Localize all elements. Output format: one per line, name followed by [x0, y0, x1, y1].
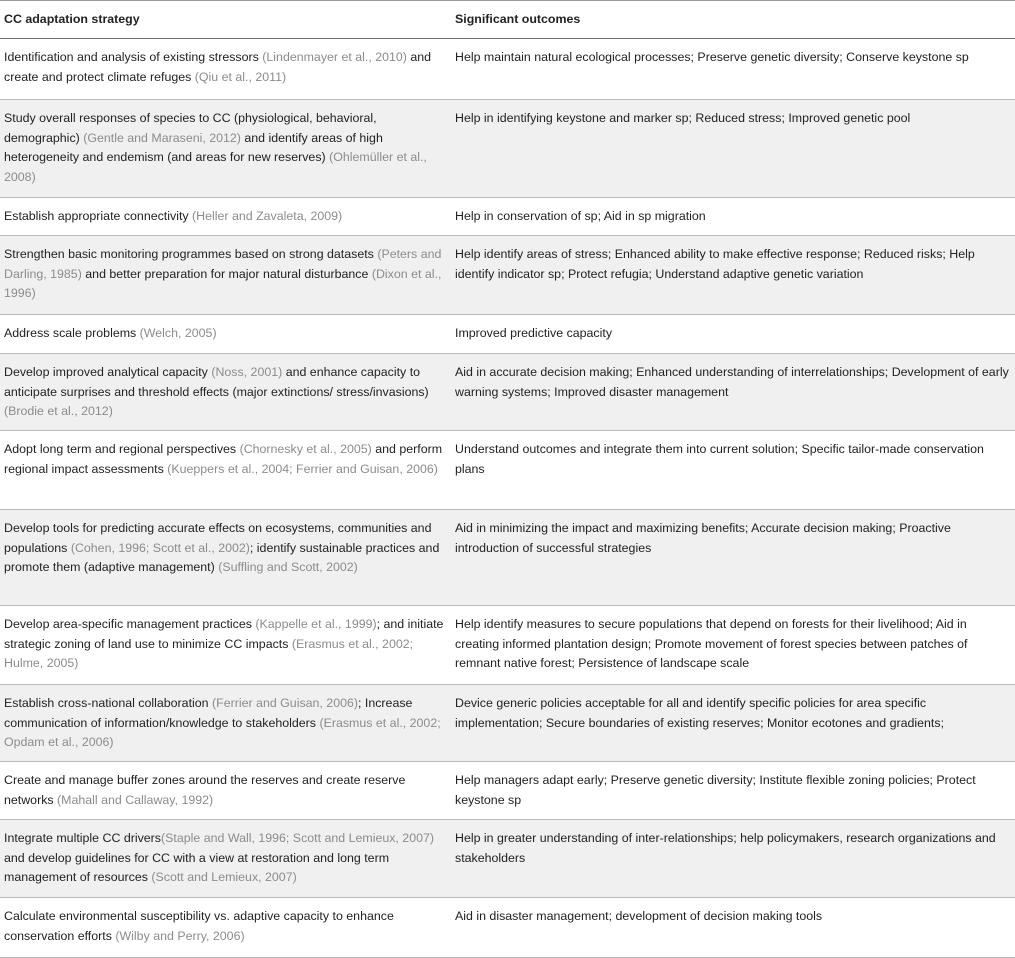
header-outcomes: Significant outcomes: [455, 11, 581, 26]
strategy-text: and better preparation for major natural disturbance: [81, 266, 372, 281]
outcome-cell: Help identify measures to secure populations that depend on forests for their livelihood; Aid in creating informed plantation design; Promote movement of forest species between patches of remnant native forest; Persistence of landscape scale: [455, 617, 968, 671]
citation: (Erasmus et al., 2002; Opdam et al., 2006): [4, 715, 441, 750]
citation: (Heller and Zavaleta, 2009): [192, 209, 343, 223]
citation: (Gentle and Maraseni, 2012): [83, 130, 241, 145]
strategy-text: and perform regional impact assessments: [4, 442, 443, 476]
strategy-text: Identification and analysis of existing stressors: [4, 50, 263, 64]
strategy-text: Establish cross-national collaboration: [4, 696, 212, 710]
citation: (Kappelle et al., 1999): [255, 617, 377, 631]
citation: (Lindenmayer et al., 2010): [262, 50, 407, 64]
table-row: [0, 198, 1015, 236]
citation: (Brodie et al., 2012): [4, 404, 113, 419]
strategy-cell: [0, 431, 455, 509]
strategy-text: Adopt long term and regional perspectives: [4, 442, 240, 456]
table-row: [0, 820, 1015, 898]
citation: (Erasmus et al., 2002; Hulme, 2005): [4, 636, 414, 671]
citation: (Ferrier and Guisan, 2006): [212, 696, 359, 710]
strategy-text: ; Increase communication of information/knowledge to stakeholders: [4, 696, 413, 730]
citation: (Peters and Darling, 1985): [4, 247, 442, 281]
citation: (Mahall and Callaway, 1992): [57, 792, 214, 807]
table-body: [0, 39, 1015, 958]
strategy-text: Create and manage buffer zones around the reserves and create reserve networks: [4, 773, 406, 807]
strategy-cell: [0, 685, 455, 761]
strategy-cell: [0, 39, 455, 99]
citation: (Scott and Lemieux, 2007): [151, 870, 297, 885]
strategy-text: Study overall responses of species to CC (physiological, behavioral, demographic): [4, 111, 377, 145]
strategy-text: Address scale problems: [4, 326, 140, 340]
table-row: [0, 898, 1015, 958]
outcome-cell: Aid in disaster management; development of decision making tools: [455, 909, 823, 923]
citation: (Staple and Wall, 1996; Scott and Lemieux, 2007): [161, 831, 435, 845]
citation: (Cohen, 1996; Scott et al., 2002): [70, 540, 250, 555]
table-row: [0, 685, 1015, 762]
outcome-cell: Improved predictive capacity: [455, 326, 613, 340]
strategy-text: and create and protect climate refuges: [4, 50, 432, 84]
outcome-cell: Help managers adapt early; Preserve genetic diversity; Institute flexible zoning policies; Protect keystone sp: [455, 773, 976, 807]
outcome-cell: Help in conservation of sp; Aid in sp migration: [455, 209, 706, 223]
strategy-text: Establish appropriate connectivity: [4, 209, 193, 223]
strategy-cell: [0, 898, 455, 957]
outcome-cell: Aid in minimizing the impact and maximizing benefits; Accurate decision making; Proactive introduction of successful strategies: [455, 521, 951, 555]
strategy-text: ; and initiate strategic zoning of land use to minimize CC impacts: [4, 617, 444, 651]
outcome-cell: Device generic policies acceptable for all and identify specific policies for area specific implementation; Secure boundaries of existing reserves; Monitor ecotones and gradients;: [455, 696, 945, 730]
citation: (Suffling and Scott, 2002): [218, 560, 358, 575]
citation: (Noss, 2001): [211, 365, 283, 379]
strategy-text: Develop tools for predicting accurate effects on ecosystems, communities and populations: [4, 521, 432, 555]
table-row: [0, 315, 1015, 354]
outcome-cell: Help identify areas of stress; Enhanced ability to make effective response; Reduced risks; Help identify indicator sp; Protect refugia; Understand adaptive genetic variation: [455, 247, 975, 281]
table-row: [0, 606, 1015, 685]
table-row: [0, 510, 1015, 606]
strategy-text: Strengthen basic monitoring programmes based on strong datasets: [4, 247, 378, 261]
strategy-cell: [0, 606, 455, 684]
citation: (Kueppers et al., 2004; Ferrier and Guisan, 2006): [167, 461, 438, 476]
outcome-cell: Help in greater understanding of inter-relationships; help policymakers, research organizations and stakeholders: [455, 831, 996, 865]
table-row: [0, 39, 1015, 100]
strategy-text: ; identify sustainable practices and promote them (adaptive management): [4, 540, 440, 575]
table-row: [0, 354, 1015, 431]
table-row: [0, 431, 1015, 510]
strategy-cell: [0, 354, 455, 430]
outcome-cell: Help in identifying keystone and marker sp; Reduced stress; Improved genetic pool: [455, 111, 911, 125]
strategy-text: Integrate multiple CC drivers: [4, 831, 162, 845]
strategy-cell: [0, 820, 455, 897]
citation: (Qiu et al., 2011): [194, 69, 287, 84]
table-header: [0, 0, 1015, 39]
citation: (Wilby and Perry, 2006): [115, 928, 245, 943]
table-row: [0, 762, 1015, 820]
strategy-cell: [0, 236, 455, 314]
outcome-cell: Aid in accurate decision making; Enhanced understanding of interrelationships; Development of early warning systems; Improved disaster management: [455, 365, 1009, 399]
outcome-cell: Understand outcomes and integrate them into current solution; Specific tailor-made conservation plans: [455, 442, 984, 476]
strategy-text: and identify areas of high heterogeneity and endemism (and areas for new reserves): [4, 130, 383, 165]
strategy-text: Calculate environmental susceptibility vs. adaptive capacity to enhance conservation efforts: [4, 909, 394, 943]
strategy-text: Develop improved analytical capacity: [4, 365, 212, 379]
strategy-cell: [0, 100, 455, 197]
header-strategy: CC adaptation strategy: [4, 11, 140, 26]
strategy-cell: [0, 510, 455, 605]
strategy-text: and enhance capacity to anticipate surprises and threshold effects (major extinctions/ stress/invasions): [4, 365, 429, 399]
outcome-cell: Help maintain natural ecological processes; Preserve genetic diversity; Conserve keystone sp: [455, 50, 969, 64]
citation: (Dixon et al., 1996): [4, 266, 442, 301]
strategy-text: and develop guidelines for CC with a view at restoration and long term management of resources: [4, 850, 390, 885]
citation: (Welch, 2005): [139, 326, 217, 340]
strategy-text: Develop area-specific management practices: [4, 617, 256, 631]
strategy-cell: [0, 198, 455, 235]
table-row: [0, 100, 1015, 198]
strategy-cell: [0, 762, 455, 819]
citation: (Chornesky et al., 2005): [239, 442, 372, 456]
strategy-cell: [0, 315, 455, 353]
table-row: [0, 236, 1015, 315]
citation: (Ohlemüller et al., 2008): [4, 150, 427, 184]
